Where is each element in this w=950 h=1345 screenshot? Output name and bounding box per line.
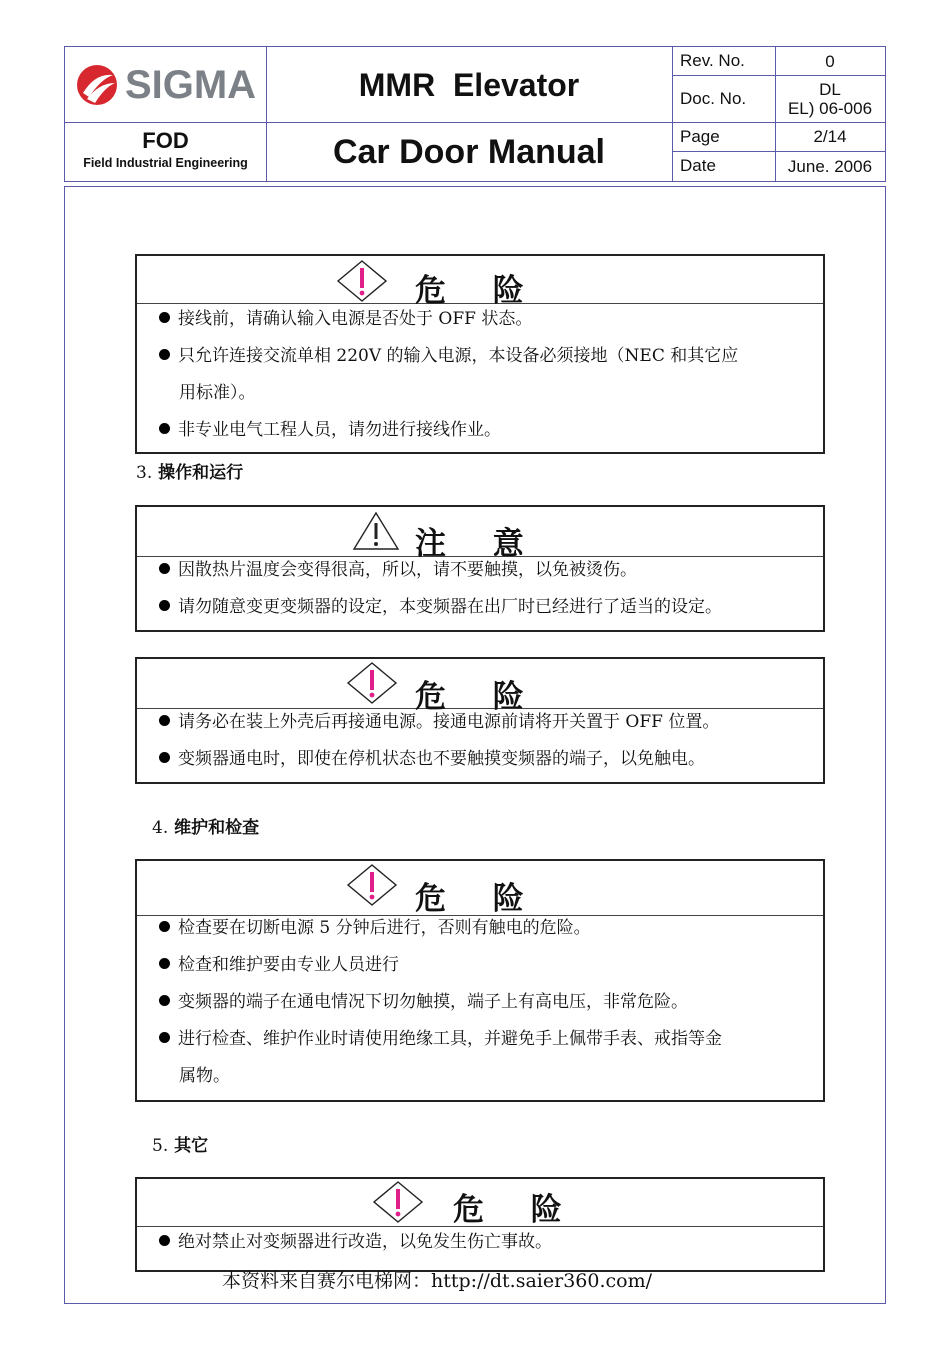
list-item-continuation: 用标准）。: [179, 383, 256, 403]
danger-box-power: [135, 657, 825, 784]
box-header: [137, 256, 823, 309]
list-item: 变频器通电时，即使在停机状态也不要触摸变频器的端子，以免触电。: [159, 749, 705, 769]
danger-diamond-icon: [372, 1180, 424, 1224]
subtitle-text: Car Door Manual: [332, 132, 606, 171]
date-value: June. 2006: [787, 156, 873, 176]
company-logo: [65, 47, 266, 123]
rev-label: Rev. No.: [680, 51, 745, 70]
list-item: 只允许连接交流单相 220V 的输入电源，本设备必须接地（NEC 和其它应: [159, 346, 738, 366]
danger-box-modification: [135, 1177, 825, 1272]
list-item: 检查和维护要由专业人员进行: [159, 955, 399, 975]
danger-diamond-icon: [336, 259, 388, 303]
box-title: 危 险: [415, 679, 542, 715]
list-item: 检查要在切断电源 5 分钟后进行，否则有触电的危险。: [159, 918, 591, 938]
box-title: 危 险: [415, 881, 542, 917]
list-item: 请勿随意变更变频器的设定，本变频器在出厂时已经进行了适当的设定。: [159, 597, 722, 617]
date-label: Date: [680, 156, 716, 175]
section-heading-4: 4. 维护和检查: [152, 818, 260, 838]
list-item-continuation: 属物。: [179, 1066, 230, 1086]
department-subtitle: Field Industrial Engineering: [83, 156, 248, 170]
page-label: Page: [680, 126, 720, 146]
list-item: 因散热片温度会变得很高，所以，请不要触摸，以免被烫伤。: [159, 560, 637, 580]
box-title: 危 险: [453, 1192, 580, 1228]
box-title: 注 意: [415, 526, 542, 562]
caution-box-operation: [135, 505, 825, 632]
document-header: [64, 46, 886, 182]
list-item: 非专业电气工程人员，请勿进行接线作业。: [159, 420, 501, 440]
page-value: 2/14: [813, 127, 847, 146]
list-item: 变频器的端子在通电情况下切勿触摸，端子上有高电压，非常危险。: [159, 992, 688, 1012]
list-item: 进行检查、维护作业时请使用绝缘工具，并避免手上佩带手表、戒指等金: [159, 1029, 722, 1049]
doc-value-line2: EL) 06-006: [787, 98, 873, 118]
doc-label: Doc. No.: [680, 88, 747, 108]
title-text: MMR Elevator: [358, 66, 580, 103]
document-subtitle: [266, 123, 672, 181]
box-title: 危 险: [415, 273, 542, 309]
department-title: FOD: [142, 128, 189, 153]
list-item: 绝对禁止对变频器进行改造，以免发生伤亡事故。: [159, 1232, 552, 1252]
doc-value-line1: DL: [819, 79, 841, 99]
box-header: [137, 659, 823, 715]
source-footer: 本资料来自赛尔电梯网：http://dt.saier360.com/: [222, 1270, 652, 1292]
section-heading-5: 5. 其它: [152, 1136, 209, 1156]
box-header: [137, 507, 823, 562]
caution-triangle-icon: [352, 510, 400, 552]
document-title: [266, 47, 672, 123]
list-item: 请务必在装上外壳后再接通电源。接通电源前请将开关置于 OFF 位置。: [159, 712, 719, 732]
sigma-logo-icon: [75, 63, 119, 107]
department-block: [65, 123, 266, 181]
box-header: [137, 861, 823, 916]
section-heading-3: 3. 操作和运行: [136, 463, 244, 483]
rev-value: 0: [825, 51, 835, 71]
danger-box-maintenance: [135, 859, 825, 1102]
doc-value: [775, 75, 885, 122]
danger-diamond-icon: [346, 661, 398, 705]
danger-box-wiring: [135, 254, 825, 454]
logo-text: SIGMA: [124, 62, 257, 107]
danger-diamond-icon: [346, 863, 398, 907]
list-item: 接线前，请确认输入电源是否处于 OFF 状态。: [159, 309, 532, 329]
box-header: [137, 1179, 823, 1227]
